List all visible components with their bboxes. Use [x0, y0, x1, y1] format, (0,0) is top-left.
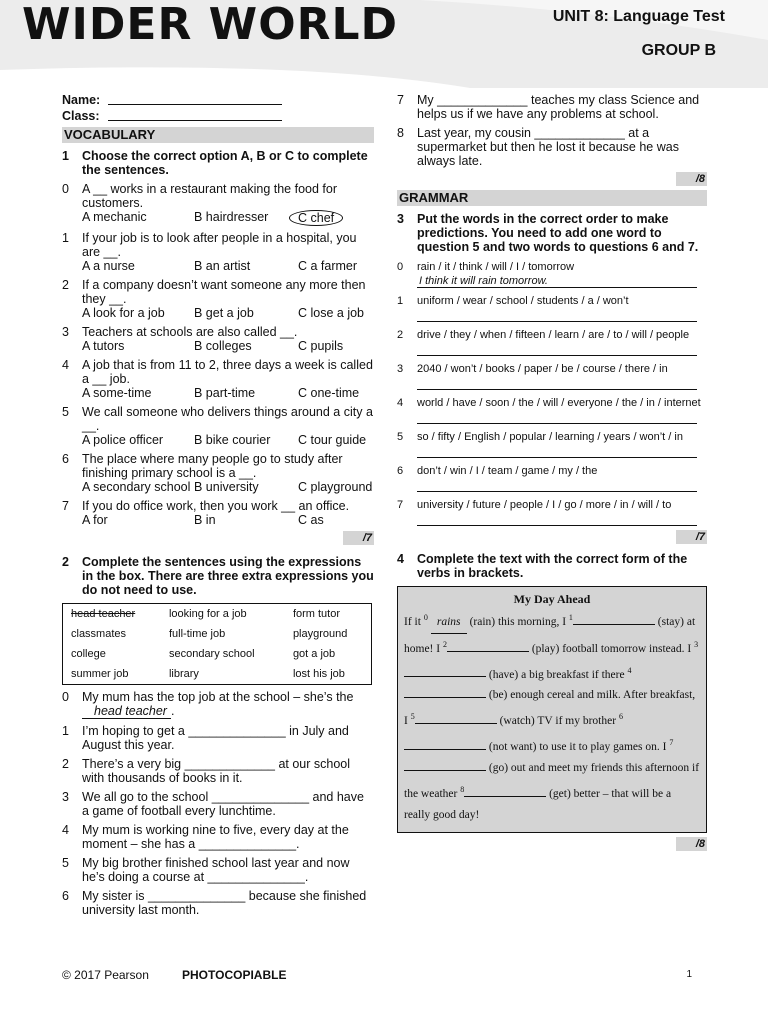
expression: classmates	[71, 628, 127, 640]
task3-questions	[397, 260, 707, 526]
option-a[interactable]	[82, 433, 194, 447]
question-pre: I’m hoping to get a ______________ in July and August this year.	[82, 724, 349, 752]
question-number: 7	[397, 93, 404, 107]
answer-line[interactable]	[417, 478, 697, 492]
question-body	[417, 328, 707, 356]
question-number: 5	[62, 405, 69, 419]
task1-question	[62, 325, 374, 353]
question-text: The place where many people go to study after finishing primary school is a __.	[82, 452, 343, 480]
question-body	[82, 405, 374, 447]
question-number: 4	[397, 397, 404, 409]
expression: college	[71, 648, 106, 660]
expression: got a job	[292, 648, 336, 660]
name-row	[62, 93, 374, 107]
option-label: A mechanic	[82, 210, 147, 224]
question-text: Teachers at schools are also called __.	[82, 325, 298, 339]
name-label: Name:	[62, 93, 101, 107]
option-label: B university	[194, 480, 259, 494]
expression: secondary school	[168, 648, 255, 660]
task2-questions-continued	[397, 93, 707, 168]
task3-score: /7	[397, 530, 707, 544]
question-number: 4	[62, 358, 69, 372]
task2-question	[62, 724, 374, 752]
task4-score: /8	[397, 837, 707, 851]
passage-text: If it $^0$ rains (rain) this morning, I $^1$ (stay) at home! I $^2$ (play) football tomorrow instead. I $^3$ (have) a big breakfast if there $^4$ (be) enough cereal and milk. After breakfast, I $^5$ (watch) TV if my brother $^6$ (not want) to use it to play games on. I $^7$ (go) out and meet my friends this afternoon if the weather $^8$ (get) better – that will be a really good day!	[404, 613, 700, 821]
example-answer: rains	[431, 612, 467, 634]
options	[82, 513, 374, 527]
option-label: A for	[82, 513, 108, 527]
blank-8[interactable]	[464, 785, 546, 797]
question-pre: My _____________ teaches my class Science and helps us if we have any problems at school.	[417, 93, 700, 121]
option-b[interactable]	[194, 480, 298, 494]
task2-instruction: 2 Complete the sentences using the expressions in the box. There are three extra expressions you do not need to use.	[62, 555, 374, 597]
question-body	[417, 362, 707, 390]
option-label: C playground	[298, 480, 373, 494]
question-pre: My mum is working nine to five, every day at the moment – she has a ______________.	[82, 823, 349, 851]
expression: full-time job	[168, 628, 226, 640]
word-list: university / future / people / I / go / more / in / will / to	[417, 499, 672, 511]
option-c[interactable]	[298, 306, 364, 320]
option-label: A tutors	[82, 339, 125, 353]
logo: WIDER WORLD	[22, 0, 399, 50]
option-b[interactable]	[194, 339, 298, 353]
option-label: C chef	[289, 210, 343, 226]
question-number: 4	[62, 823, 69, 837]
task1-instruction: 1 Choose the correct option A, B or C to complete the sentences.	[62, 149, 368, 177]
expression: summer job	[71, 668, 129, 680]
question-number: 1	[397, 295, 404, 307]
question-body	[82, 182, 374, 226]
option-b[interactable]	[194, 259, 298, 273]
question-text: If a company doesn’t want someone any more then they __.	[82, 278, 366, 306]
option-label: A secondary school	[82, 480, 191, 494]
blank-4[interactable]	[404, 686, 486, 698]
page-number: 1	[686, 969, 692, 980]
question-post: .	[170, 704, 175, 718]
box-row	[63, 624, 372, 644]
option-b[interactable]	[194, 433, 298, 447]
task1-question	[62, 499, 374, 527]
option-b[interactable]	[194, 513, 298, 527]
blank-7[interactable]	[404, 759, 486, 771]
task1-question	[62, 278, 374, 320]
option-c[interactable]	[298, 386, 359, 400]
question-body	[82, 278, 374, 320]
option-label: A some-time	[82, 386, 152, 400]
name-field[interactable]	[108, 93, 282, 105]
box-row	[63, 604, 372, 625]
option-label: C a farmer	[298, 259, 358, 273]
question-body	[417, 260, 707, 288]
task2-questions	[62, 690, 374, 917]
question-body	[82, 325, 374, 353]
blank-3[interactable]	[404, 665, 486, 677]
question-number: 3	[62, 325, 69, 339]
word-list: 2040 / won’t / books / paper / be / course / there / in	[417, 363, 668, 375]
option-a[interactable]	[82, 480, 194, 494]
question-number: 5	[397, 431, 404, 443]
task3-question	[397, 396, 707, 424]
question-text: A job that is from 11 to 2, three days a week is called a __ job.	[82, 358, 373, 386]
question-number: 2	[62, 757, 69, 771]
option-c[interactable]	[298, 339, 343, 353]
question-number: 8	[397, 126, 404, 140]
question-text: If your job is to look after people in a hospital, you are __.	[82, 231, 357, 259]
task3-question	[397, 260, 707, 288]
option-label: A look for a job	[82, 306, 165, 320]
question-number: 0	[62, 690, 69, 704]
task3-question	[397, 294, 707, 322]
task3-question	[397, 328, 707, 356]
blank-2[interactable]	[447, 640, 529, 652]
option-c[interactable]	[298, 210, 343, 226]
task1-score: /7	[62, 531, 374, 545]
question-number: 1	[62, 231, 69, 245]
word-list: world / have / soon / the / will / everyone / the / in / internet	[417, 397, 701, 409]
word-list: so / fifty / English / popular / learning / years / won’t / in	[417, 431, 683, 443]
answer-line[interactable]	[417, 410, 697, 424]
option-a[interactable]	[82, 339, 194, 353]
option-a[interactable]	[82, 259, 194, 273]
copyright: © 2017 Pearson	[62, 968, 149, 982]
question-number: 0	[62, 182, 69, 196]
section-vocabulary: VOCABULARY	[62, 127, 374, 143]
task2-question	[62, 856, 374, 884]
question-number: 1	[62, 724, 69, 738]
passage-title: My Day Ahead	[513, 592, 591, 606]
question-pre: My big brother finished school last year and now he’s doing a course at ______________.	[82, 856, 350, 884]
class-field[interactable]	[108, 109, 282, 121]
question-text	[82, 757, 374, 785]
question-text	[417, 93, 707, 121]
answer-line[interactable]	[417, 444, 697, 458]
task1-questions	[62, 182, 374, 527]
question-pre: My mum has the top job at the school – she’s the	[82, 690, 354, 704]
question-body	[417, 396, 707, 424]
option-label: B colleges	[194, 339, 252, 353]
expression: library	[168, 668, 199, 680]
task3-question	[397, 464, 707, 492]
question-body	[82, 231, 374, 273]
options	[82, 210, 374, 226]
option-b[interactable]	[194, 210, 298, 226]
question-number: 0	[397, 261, 404, 273]
blank-1[interactable]	[573, 613, 655, 625]
question-text	[82, 790, 374, 818]
question-text	[82, 889, 374, 917]
task4-instruction: 4 Complete the text with the correct form of the verbs in brackets.	[397, 552, 688, 580]
class-label: Class:	[62, 109, 100, 123]
option-b[interactable]	[194, 306, 298, 320]
passage-box	[397, 586, 707, 833]
expression: lost his job	[292, 668, 345, 680]
option-label: C as	[298, 513, 324, 527]
blank-5[interactable]	[415, 712, 497, 724]
question-number: 5	[62, 856, 69, 870]
question-text: A __ works in a restaurant making the food for customers.	[82, 182, 337, 210]
question-body	[417, 294, 707, 322]
question-number: 7	[62, 499, 69, 513]
expression: head teacher	[71, 608, 136, 620]
unit-title: UNIT 8: Language Test	[552, 8, 725, 25]
option-a[interactable]	[82, 386, 194, 400]
options	[82, 433, 374, 447]
word-list: drive / they / when / fifteen / learn / are / to / will / people	[417, 329, 690, 341]
option-label: C one-time	[298, 386, 360, 400]
answer-line[interactable]	[417, 376, 697, 390]
options	[82, 480, 374, 494]
task1-question	[62, 452, 374, 494]
question-body	[82, 452, 374, 494]
option-a[interactable]	[82, 513, 194, 527]
question-text	[82, 823, 374, 851]
class-row	[62, 109, 374, 123]
task1-question	[62, 405, 374, 447]
left-column	[62, 93, 374, 917]
question-pre: There’s a very big _____________ at our school with thousands of books in it.	[82, 757, 351, 785]
option-c[interactable]	[298, 259, 357, 273]
question-text: We call someone who delivers things around a city a __.	[82, 405, 373, 433]
task3-question	[397, 498, 707, 526]
question-text	[82, 724, 374, 752]
option-a[interactable]	[82, 306, 194, 320]
task3-instruction: 3 Put the words in the correct order to make predictions. You need to add one word to question 5 and two words to questions 6 and 7.	[397, 212, 699, 254]
question-number: 3	[62, 790, 69, 804]
task3-question	[397, 430, 707, 458]
question-body	[82, 358, 374, 400]
question-pre: We all go to the school ______________ and have a game of football every lunchtime.	[82, 790, 364, 818]
task2-question	[62, 690, 374, 719]
option-label: C tour guide	[298, 433, 367, 447]
task1-question	[62, 231, 374, 273]
option-c[interactable]	[298, 480, 372, 494]
option-c[interactable]	[298, 433, 366, 447]
option-label: B part-time	[194, 386, 256, 400]
question-text	[417, 126, 707, 168]
option-label: B bike courier	[194, 433, 271, 447]
option-label: B hairdresser	[194, 210, 269, 224]
question-pre: My sister is ______________ because she finished university last month.	[82, 889, 367, 917]
question-pre: Last year, my cousin _____________ at a supermarket but then he lost it because he was always late.	[417, 126, 679, 168]
option-label: B get a job	[194, 306, 254, 320]
question-body	[82, 499, 374, 527]
task2-question	[62, 889, 374, 917]
question-number: 7	[397, 499, 404, 511]
task2-question	[62, 790, 374, 818]
question-body	[417, 464, 707, 492]
question-body	[417, 430, 707, 458]
option-c[interactable]	[298, 513, 324, 527]
answer-line[interactable]	[417, 512, 697, 526]
answer-line[interactable]	[417, 308, 697, 322]
photocopiable-label: PHOTOCOPIABLE	[182, 968, 287, 982]
task1-question	[62, 358, 374, 400]
task2-question	[397, 93, 707, 121]
options	[82, 306, 374, 320]
task2-question	[62, 757, 374, 785]
question-number: 6	[62, 889, 69, 903]
group-title: GROUP B	[641, 42, 716, 59]
option-label: A police officer	[82, 433, 164, 447]
question-text	[82, 856, 374, 884]
box-row	[63, 664, 372, 685]
option-label: C pupils	[298, 339, 344, 353]
task2-score: /8	[397, 172, 707, 186]
word-list: rain / it / think / will / I / tomorrow	[417, 261, 575, 273]
example-answer: head teacher	[82, 704, 171, 719]
option-a[interactable]	[82, 210, 194, 226]
question-number: 6	[397, 465, 404, 477]
question-number: 2	[397, 329, 404, 341]
question-body	[417, 498, 707, 526]
right-column	[397, 93, 707, 851]
box-row	[63, 644, 372, 664]
task3-question	[397, 362, 707, 390]
answer-line: I think it will rain tomorrow.	[417, 274, 697, 288]
question-number: 6	[62, 452, 69, 466]
expression: playground	[292, 628, 348, 640]
option-label: A a nurse	[82, 259, 135, 273]
question-number: 2	[62, 278, 69, 292]
answer-line[interactable]	[417, 342, 697, 356]
section-grammar: GRAMMAR	[397, 190, 707, 206]
word-list: uniform / wear / school / students / a / won’t	[417, 295, 629, 307]
options	[82, 259, 374, 273]
task1-question	[62, 182, 374, 226]
option-label: B in	[194, 513, 216, 527]
expression: form tutor	[292, 608, 341, 620]
expression-box	[62, 603, 372, 685]
question-text: If you do office work, then you work __ an office.	[82, 499, 350, 513]
task2-question	[62, 823, 374, 851]
word-list: don’t / win / I / team / game / my / the	[417, 465, 598, 477]
expression: looking for a job	[168, 608, 247, 620]
header	[0, 0, 768, 88]
options	[82, 339, 374, 353]
option-label: B an artist	[194, 259, 251, 273]
task2-question	[397, 126, 707, 168]
question-number: 3	[397, 363, 404, 375]
question-text	[82, 690, 374, 719]
option-b[interactable]	[194, 386, 298, 400]
options	[82, 386, 374, 400]
option-label: C lose a job	[298, 306, 365, 320]
blank-6[interactable]	[404, 738, 486, 750]
